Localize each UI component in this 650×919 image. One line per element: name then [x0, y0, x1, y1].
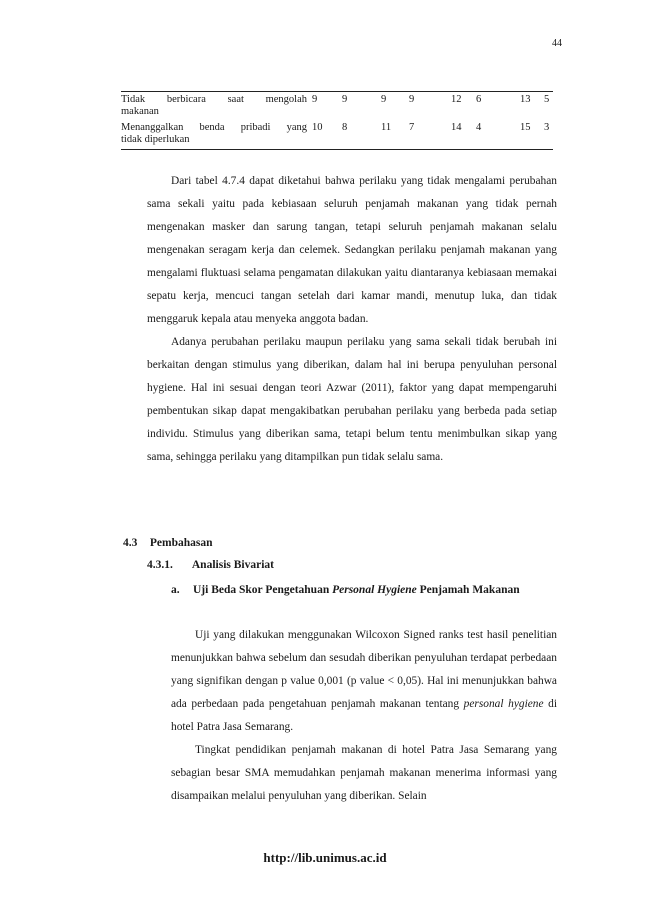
row-label-line1: Tidak berbicara saat mengolah — [121, 94, 307, 105]
table-cell: 9 — [342, 94, 348, 105]
item-title-part1: Uji Beda Skor Pengetahuan — [193, 584, 333, 596]
table-cell: 9 — [409, 94, 415, 105]
table-cell: 13 — [520, 94, 531, 105]
subsection-heading — [147, 559, 274, 571]
table-top-rule — [121, 91, 553, 92]
row-label-line2: tidak diperlukan — [121, 134, 190, 145]
table-cell: 10 — [312, 122, 323, 133]
item-title-italic: Personal Hygiene — [332, 584, 417, 596]
table-cell: 11 — [381, 122, 392, 133]
table-cell: 14 — [451, 122, 462, 133]
paragraph-text: Uji yang dilakukan menggunakan Wilcoxon Signed ranks test hasil penelitian menunjukkan bahwa sebelum dan sesudah diberikan penyuluhan terdapat perbedaan yang signifikan dengan p value 0,001 (p value < 0,05). Hal ini menunjukkan bahwa ada perbedaan pada pengetahuan penjamah makanan tentang — [171, 629, 557, 710]
paragraph-italic: personal hygiene — [463, 698, 544, 710]
paragraph: Adanya perubahan perilaku maupun perilaku yang sama sekali tidak berubah ini berkaitan dengan stimulus yang diberikan, dalam hal ini berupa penyuluhan personal hygiene. Hal ini sesuai dengan teori Azwar (2011), faktor yang dapat mempengaruhi pembentukan sikap dapat mengakibatkan perubahan perilaku yang berbeda pada setiap individu. Stimulus yang diberikan sama, tetapi belum tentu menimbulkan sikap yang sama, sehingga perilaku yang ditampilkan pun tidak selalu sama. — [147, 336, 557, 463]
paragraph: Tingkat pendidikan penjamah makanan di hotel Patra Jasa Semarang yang sebagian besar SMA memudahkan penjamah makanan menerima informasi yang disampaikan melalui penyuluhan yang diberikan. Selain — [171, 744, 557, 802]
row-label-line1: Menanggalkan benda pribadi yang — [121, 122, 307, 133]
paragraph — [171, 624, 557, 739]
item-title-part2: Penjamah Makanan — [416, 584, 520, 596]
table-cell: 8 — [342, 122, 348, 133]
table-cell: 4 — [476, 122, 482, 133]
section-heading — [123, 537, 213, 549]
table-cell: 7 — [409, 122, 415, 133]
table-bottom-rule — [121, 149, 553, 150]
subsection-number: 4.3.1. — [147, 559, 173, 571]
footer-url: http://lib.unimus.ac.id — [263, 850, 387, 865]
table-cell: 3 — [544, 122, 550, 133]
item-marker: a. — [171, 584, 180, 596]
table-cell: 5 — [544, 94, 550, 105]
table-cell: 9 — [381, 94, 387, 105]
table-cell: 6 — [476, 94, 482, 105]
paragraph: Dari tabel 4.7.4 dapat diketahui bahwa perilaku yang tidak mengalami perubahan sama sekali yaitu pada kebiasaan seluruh penjamah makanan yang tidak pernah mengenakan masker dan sarung tangan, tetapi seluruh penjamah makanan selalu mengenakan seragam kerja dan celemek. Sedangkan perilaku penjamah makanan yang mengalami fluktuasi selama pengamatan dilakukan yaitu diantaranya kebiasaan memakai sepatu kerja, mencuci tangan setelah dari kamar mandi, menutup luka, dan tidak menggaruk kepala atau menyeka anggota badan. — [147, 175, 557, 325]
body-text-upper — [147, 170, 557, 469]
row-label-line2: makanan — [121, 106, 159, 117]
section-title: Pembahasan — [149, 537, 213, 549]
table-cell: 12 — [451, 94, 462, 105]
table-cell: 9 — [312, 94, 318, 105]
section-number: 4.3 — [123, 537, 138, 549]
table-cell: 15 — [520, 122, 531, 133]
subsection-title: Analisis Bivariat — [191, 559, 274, 571]
page-number: 44 — [552, 38, 562, 49]
body-text-lower — [171, 624, 557, 808]
paragraph-text: di hotel Patra Jasa Semarang. — [171, 698, 557, 733]
item-heading — [171, 579, 557, 602]
